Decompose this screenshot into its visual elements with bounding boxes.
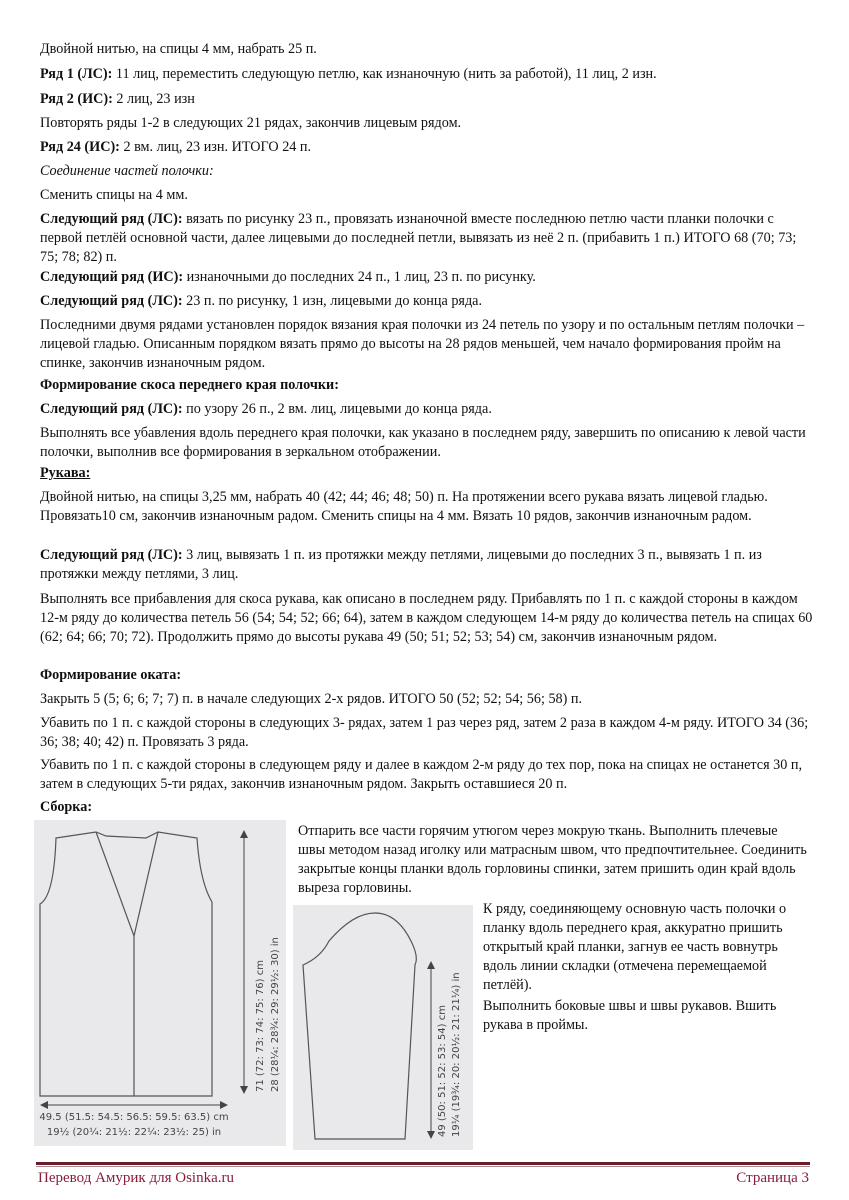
sleeve-outline xyxy=(303,913,416,1139)
vest-height-cm: 71 (72: 73: 74: 75: 76) cm xyxy=(255,960,266,1092)
section-heading-sleeves: Рукава: xyxy=(40,465,91,481)
paragraph: Следующий ряд (ЛС): 3 лиц, вывязать 1 п. из протяжки между петлями, лицевыми до последних 3 п., вывязать 1 п. из протяжки между петлями, 3 лиц. xyxy=(40,547,762,582)
paragraph: Выполнять все прибавления для скоса рукава, как описано в последнем ряду. Прибавлять по 1 п. с каждой стороны в каждом 12-м ряду до количества петель 56 (54; 54; 52; 66; 64), затем в каждом следующем 14-м ряду до количества петель на спицах 60 (62; 64; 66; 70; 72). Продолжить прямо до высоты рукава 49 (50; 51; 52; 53; 54) см, закончив изнаночным рядом. xyxy=(40,591,813,645)
sleeve-length-in: 19¼ (19¾: 20: 20½: 21: 21¼) in xyxy=(451,972,462,1137)
paragraph: Повторять ряды 1-2 в следующих 21 рядах, закончив лицевым рядом. xyxy=(40,115,462,131)
vest-outline xyxy=(40,832,212,1096)
sleeve-diagram xyxy=(293,905,473,1150)
paragraph: Ряд 2 (ИС): 2 лиц, 23 изн xyxy=(40,91,195,107)
assembly-paragraph: К ряду, соединяющему основную часть полочки о планку вдоль переднего края, аккуратно пришить открытый край планки, загнув ее часть вовнутрь вдоль линии складки (отмечена перемещаемой петлёй). xyxy=(483,901,787,993)
paragraph: Убавить по 1 п. с каждой стороны в следующих 3- рядах, затем 1 раз через ряд, затем 2 раза в каждом 4-м ряду. ИТОГО 34 (36; 36; 38; 40; 42) п. Провязать 3 ряда. xyxy=(40,715,809,750)
section-heading: Формирование скоса переднего края полочки: xyxy=(40,377,339,393)
arrow-head-down xyxy=(240,1086,248,1094)
page-number: Страница 3 xyxy=(736,1170,809,1186)
paragraph: Следующий ряд (ИС): изнаночными до последних 24 п., 1 лиц, 23 п. по рисунку. xyxy=(40,269,536,285)
paragraph: Ряд 1 (ЛС): 11 лиц, переместить следующую петлю, как изнаночную (нить за работой), 11 лиц, 2 изн. xyxy=(40,66,657,82)
arrow-head-left xyxy=(40,1101,48,1109)
section-heading: Сборка: xyxy=(40,799,93,815)
arrow-head-up xyxy=(427,961,435,969)
sleeve-length-cm: 49 (50: 51: 52: 53: 54) cm xyxy=(437,1005,448,1137)
paragraph: Ряд 24 (ИС): 2 вм. лиц, 23 изн. ИТОГО 24 п. xyxy=(40,139,312,155)
paragraph: Закрыть 5 (5; 6; 6; 7; 7) п. в начале следующих 2-х рядов. ИТОГО 50 (52; 52; 54; 56; 58) п. xyxy=(40,691,583,707)
assembly-paragraph: Выполнить боковые швы и швы рукавов. Вшить рукава в проймы. xyxy=(483,998,777,1033)
vest-width-in: 19½ (20¼: 21½: 22¼: 23½: 25) in xyxy=(46,1127,222,1138)
vest-neckline xyxy=(96,832,158,936)
paragraph: Выполнять все убавления вдоль переднего края полочки, как указано в последнем ряду, завершить по описанию к левой части полочки, выполнив все формирования в зеркальном отображении. xyxy=(40,425,806,460)
vest-width-cm: 49.5 (51.5: 54.5: 56.5: 59.5: 63.5) cm xyxy=(39,1112,229,1123)
paragraph: Двойной нитью, на спицы 4 мм, набрать 25 п. xyxy=(40,41,317,57)
footer-rule-thin xyxy=(36,1166,810,1167)
vest-height-in: 28 (28¼: 28¾: 29: 29½: 30) in xyxy=(270,937,281,1092)
paragraph: Сменить спицы на 4 мм. xyxy=(40,187,188,203)
paragraph: Последними двумя рядами установлен порядок вязания края полочки из 24 петель по узору и по остальным петлям полочки – лицевой гладью. Описанным порядком вязать прямо до высоты на 28 рядов меньшей, чем начало формирования пройм на спинке, закончив изнаночным рядом. xyxy=(40,317,805,371)
paragraph: Убавить по 1 п. с каждой стороны в следующем ряду и далее в каждом 2-м ряду до тех пор, пока на спицах не останется 30 п, затем в следующих 5-ти рядах, закончив изнаночным рядом. Закрыть оставшиеся 20 п. xyxy=(40,757,803,792)
footer-rule xyxy=(36,1162,810,1165)
paragraph: Следующий ряд (ЛС): по узору 26 п., 2 вм. лиц, лицевыми до конца ряда. xyxy=(40,401,492,417)
arrow-head-right xyxy=(220,1101,228,1109)
paragraph: Следующий ряд (ЛС): 23 п. по рисунку, 1 изн, лицевыми до конца ряда. xyxy=(40,293,483,309)
arrow-head-down xyxy=(427,1131,435,1139)
footer-credit: Перевод Амурик для Osinka.ru xyxy=(38,1170,234,1186)
paragraph: Двойной нитью, на спицы 3,25 мм, набрать 40 (42; 44; 46; 48; 50) п. На протяжении всего рукава вязать лицевой гладью. Провязать10 см, закончив изнаночным радом. Сменить спицы на 4 мм. Вязать 10 рядов, закончив изнаночным радом. xyxy=(40,489,768,524)
section-heading: Формирование оката: xyxy=(40,667,182,683)
assembly-paragraph: Отпарить все части горячим утюгом через мокрую ткань. Выполнить плечевые швы методом назад иголку или матрасным швом, что предпочтительнее. Соединить закрытые концы планки вдоль горловины спинки, затем пришить один край вдоль выреза горловины. xyxy=(298,823,807,896)
section-subheading: Соединение частей полочки: xyxy=(40,163,214,179)
arrow-head-up xyxy=(240,830,248,838)
vest-diagram xyxy=(34,820,286,1146)
paragraph: Следующий ряд (ЛС): вязать по рисунку 23 п., провязать изнаночной вместе последнюю петлю части планки полочки с первой петлёй основной части, далее лицевыми до последней петли, вывязать из неё 2 п. (прибавить 1 п.) ИТОГО 68 (70; 73; 75; 78; 82) п. xyxy=(40,211,797,265)
